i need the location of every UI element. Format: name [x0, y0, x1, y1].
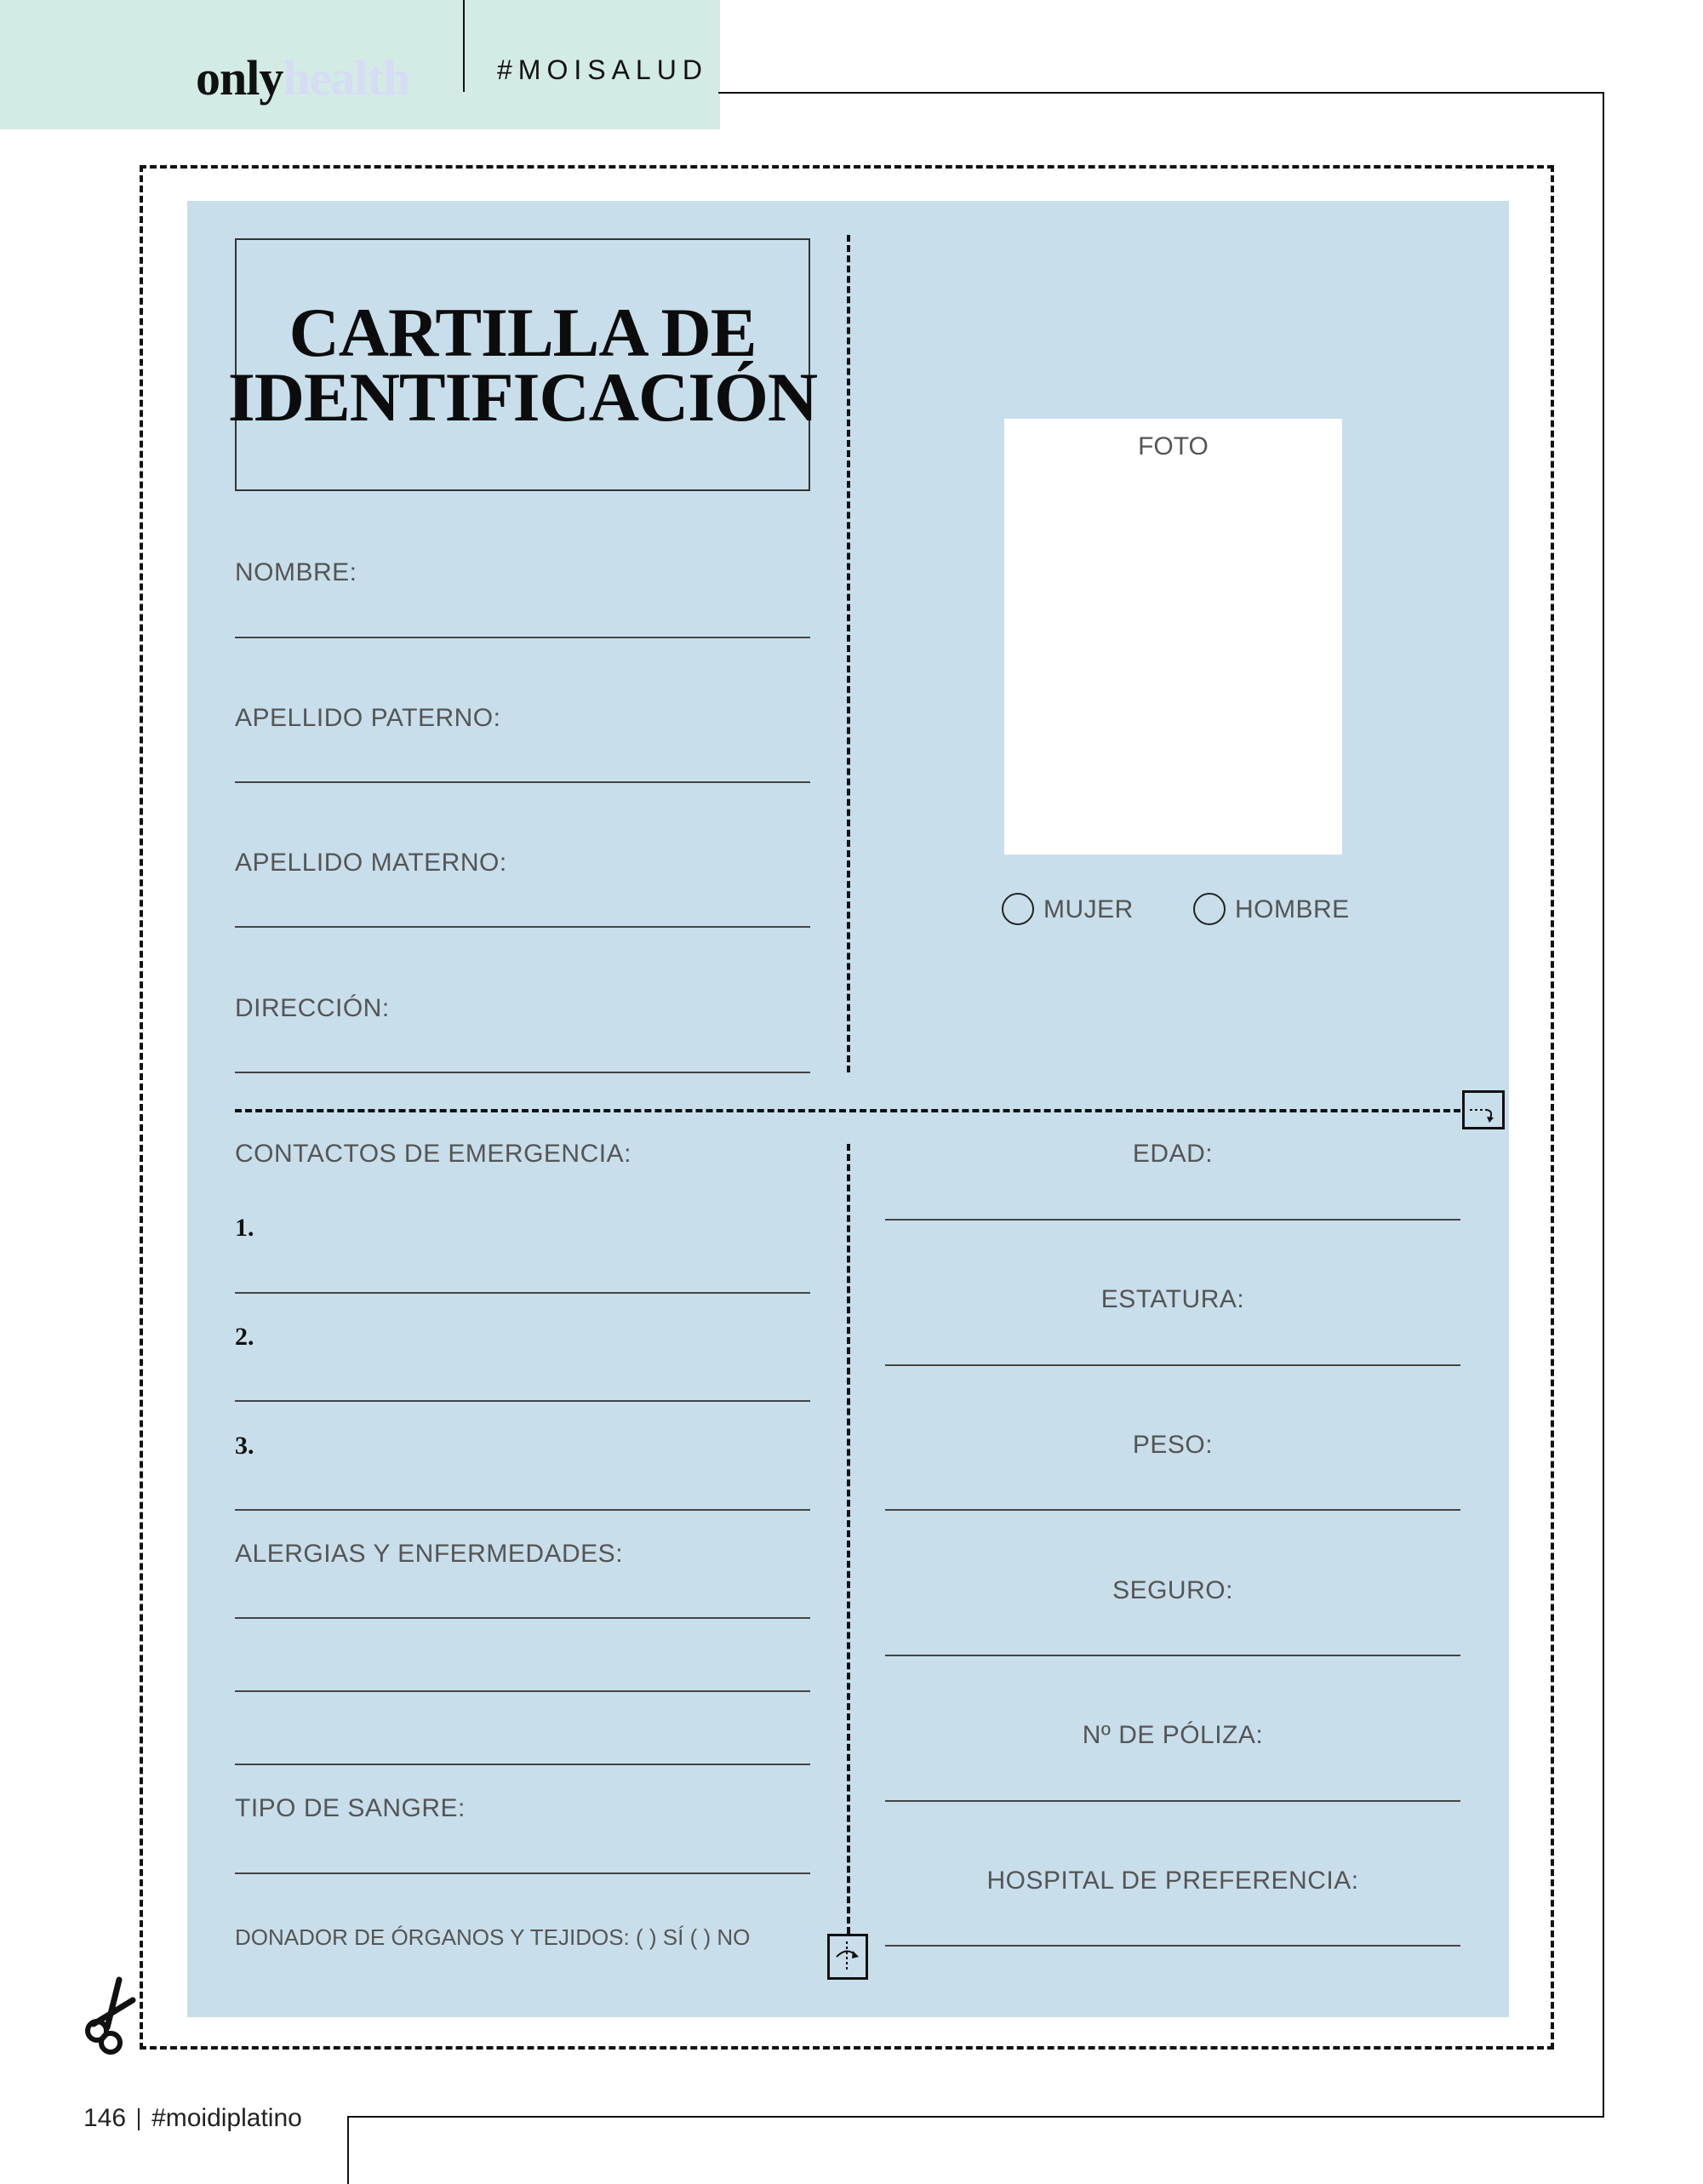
apellido-materno-label: APELLIDO MATERNO:	[235, 849, 507, 877]
mujer-label: MUJER	[1043, 895, 1134, 923]
fold-right-icon	[827, 1934, 868, 1980]
photo-box[interactable]	[1004, 419, 1342, 855]
direccion-line[interactable]	[235, 1072, 810, 1073]
direccion-label: DIRECCIÓN:	[235, 994, 390, 1022]
contact-line-1[interactable]	[235, 1292, 810, 1294]
fold-line-horizontal	[235, 1109, 1460, 1112]
donador-label	[235, 1924, 750, 1951]
hombre-label: HOMBRE	[1235, 895, 1350, 923]
hospital-label: HOSPITAL DE PREFERENCIA:	[986, 1867, 1359, 1895]
frame-line-left	[347, 2116, 349, 2184]
section-hashtag: #MOISALUD	[497, 54, 708, 85]
frame-line-top	[718, 92, 1604, 94]
seguro-label: SEGURO:	[1112, 1576, 1233, 1604]
donador-si[interactable]: ( ) SÍ	[636, 1924, 684, 1950]
page-footer	[83, 2104, 302, 2133]
fold-line-vertical-top	[847, 235, 850, 1072]
hospital-line[interactable]	[885, 1945, 1460, 1947]
contact-line-2[interactable]	[235, 1400, 810, 1402]
apellido-paterno-line[interactable]	[235, 781, 810, 783]
emergency-contacts-label: CONTACTOS DE EMERGENCIA:	[235, 1140, 631, 1168]
nombre-line[interactable]	[235, 637, 810, 638]
seguro-line[interactable]	[885, 1655, 1460, 1656]
donador-text: DONADOR DE ÓRGANOS Y TEJIDOS:	[235, 1924, 630, 1950]
radio-mujer[interactable]	[1002, 893, 1034, 925]
poliza-line[interactable]	[885, 1800, 1460, 1802]
alergias-label: ALERGIAS Y ENFERMEDADES:	[235, 1540, 624, 1568]
poliza-label: Nº DE PÓLIZA:	[1082, 1721, 1264, 1749]
contact-line-3[interactable]	[235, 1509, 810, 1511]
tipo-sangre-label: TIPO DE SANGRE:	[235, 1794, 466, 1822]
page-number: 146	[83, 2104, 127, 2132]
fold-down-icon	[1462, 1090, 1505, 1129]
photo-label: FOTO	[1138, 432, 1209, 460]
brand-logo	[196, 49, 409, 106]
nombre-label: NOMBRE:	[235, 558, 357, 586]
frame-line-right	[1603, 92, 1604, 2118]
scissors-icon	[83, 1975, 138, 2055]
apellido-materno-line[interactable]	[235, 926, 810, 928]
estatura-label: ESTATURA:	[1100, 1285, 1245, 1313]
donador-no[interactable]: ( ) NO	[689, 1924, 751, 1950]
fold-line-vertical-bottom	[847, 1144, 850, 1934]
peso-label: PESO:	[1132, 1431, 1214, 1459]
alergias-line-2[interactable]	[235, 1690, 810, 1692]
title-box	[227, 238, 818, 491]
footer-hashtag: #moidiplatino	[151, 2104, 302, 2132]
alergias-line-1[interactable]	[235, 1617, 810, 1619]
brand-only: only	[196, 50, 283, 106]
contact-number-2: 2.	[235, 1323, 254, 1351]
contact-number-1: 1.	[235, 1214, 254, 1242]
estatura-line[interactable]	[885, 1364, 1460, 1366]
apellido-paterno-label: APELLIDO PATERNO:	[235, 704, 501, 732]
brand-health: health	[283, 50, 410, 106]
card-title: CARTILLA DE IDENTIFICACIÓN	[227, 293, 818, 436]
footer-separator	[138, 2108, 140, 2130]
peso-line[interactable]	[885, 1509, 1460, 1511]
edad-label: EDAD:	[1132, 1140, 1214, 1168]
radio-hombre[interactable]	[1193, 893, 1226, 925]
contact-number-3: 3.	[235, 1432, 254, 1460]
edad-line[interactable]	[885, 1219, 1460, 1221]
frame-line-bottom	[347, 2116, 1604, 2118]
alergias-line-3[interactable]	[235, 1764, 810, 1765]
tipo-sangre-line[interactable]	[235, 1872, 810, 1874]
